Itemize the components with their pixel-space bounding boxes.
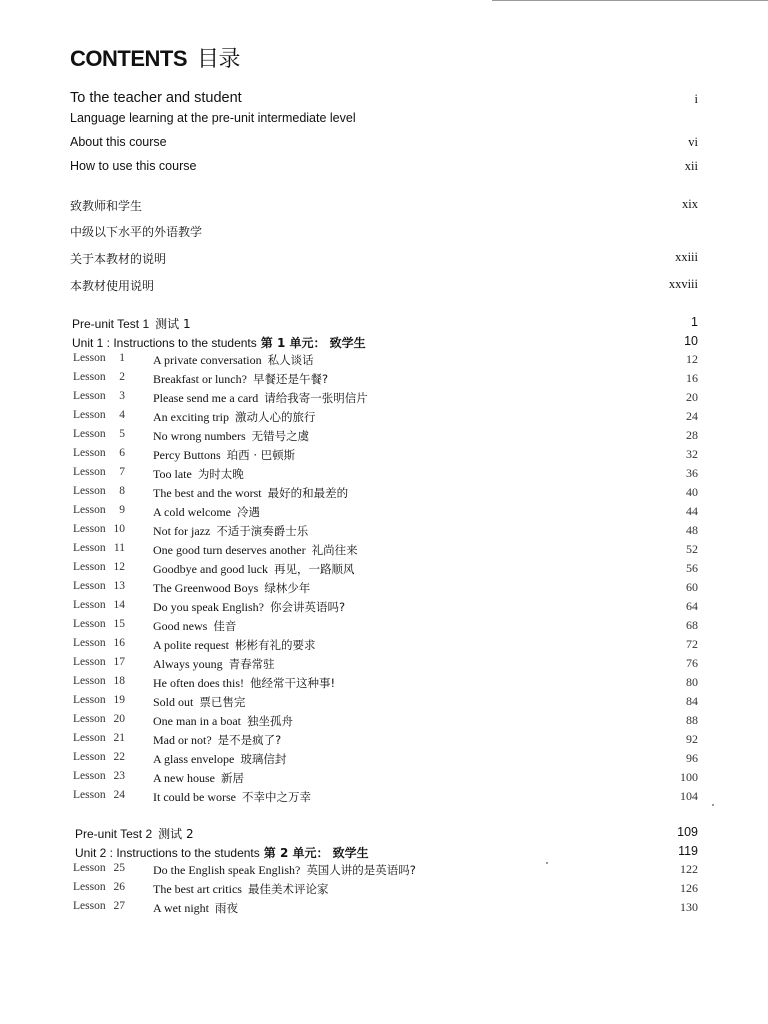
lesson-page: 52 — [686, 542, 698, 556]
lesson-title-en: He often does this! — [153, 676, 244, 690]
lesson-title — [153, 466, 244, 482]
unit-title-en: Unit 1 : Instructions to the students — [72, 336, 257, 350]
lesson-page: 126 — [680, 881, 698, 895]
lesson-page: 92 — [686, 732, 698, 746]
lesson-title — [153, 447, 295, 463]
lesson-title-cn: 是不是疯了? — [217, 733, 282, 747]
lesson-label: Lesson — [73, 675, 106, 687]
lesson-page: 80 — [686, 675, 698, 689]
lesson-title-cn: 彬彬有礼的要求 — [234, 638, 316, 652]
lesson-title — [153, 371, 328, 387]
lesson-title-cn: 票已售完 — [199, 695, 246, 709]
lesson-number: 26 — [113, 881, 125, 893]
lesson-title-en: Too late — [153, 467, 192, 481]
lesson-page: 100 — [680, 770, 698, 784]
lesson-title-en: A glass envelope — [153, 752, 235, 766]
entry-page: 1 — [691, 315, 698, 329]
page-title — [70, 42, 240, 73]
lesson-title-cn: 不幸中之万幸 — [241, 790, 311, 804]
lesson-page: 44 — [686, 504, 698, 518]
lesson-number: 2 — [119, 371, 125, 383]
lesson-page: 104 — [680, 789, 698, 803]
lesson-page: 64 — [686, 599, 698, 613]
entry-page: 109 — [677, 825, 698, 839]
lesson-page: 56 — [686, 561, 698, 575]
lesson-page: 76 — [686, 656, 698, 670]
lesson-page: 130 — [680, 900, 698, 914]
test-title-cn: 测试 1 — [155, 317, 191, 331]
lesson-label: Lesson — [73, 751, 106, 763]
lesson-title-en: No wrong numbers — [153, 429, 246, 443]
page-title-cn: 目录 — [197, 47, 241, 72]
lesson-title-en: Always young — [153, 657, 223, 671]
lesson-title-en: A cold welcome — [153, 505, 231, 519]
entry-title: 中级以下水平的外语教学 — [70, 225, 203, 239]
lesson-title — [153, 352, 314, 368]
lesson-page: 24 — [686, 409, 698, 423]
lesson-title — [153, 770, 244, 786]
entry-title: To the teacher and student — [70, 90, 242, 106]
lesson-page: 48 — [686, 523, 698, 537]
lesson-title-en: The Greenwood Boys — [153, 581, 259, 595]
entry-page: xix — [682, 197, 698, 211]
lesson-title-en: Do you speak English? — [153, 600, 264, 614]
lesson-label: Lesson — [73, 900, 106, 912]
lesson-title-en: Mad or not? — [153, 733, 212, 747]
lesson-number: 12 — [113, 561, 125, 573]
lesson-number: 23 — [113, 770, 125, 782]
lesson-title-cn: 为时太晚 — [197, 467, 244, 481]
lesson-number: 7 — [119, 466, 125, 478]
entry-title: Language learning at the pre-unit intermediate level — [70, 111, 356, 125]
lesson-title-en: A private conversation — [153, 353, 262, 367]
lesson-title-cn: 请给我寄一张明信片 — [264, 391, 368, 405]
lesson-number: 14 — [113, 599, 125, 611]
lesson-label: Lesson — [73, 542, 106, 554]
lesson-title — [153, 523, 308, 539]
lesson-title-cn: 礼尚往来 — [311, 543, 358, 557]
lesson-title — [153, 599, 345, 615]
lesson-label: Lesson — [73, 371, 106, 383]
lesson-page: 84 — [686, 694, 698, 708]
lesson-title-en: Do the English speak English? — [153, 863, 301, 877]
lesson-label: Lesson — [73, 656, 106, 668]
entry-title: How to use this course — [70, 159, 197, 173]
lesson-label: Lesson — [73, 466, 106, 478]
lesson-title — [153, 900, 238, 916]
lesson-title-en: A wet night — [153, 901, 209, 915]
lesson-page: 68 — [686, 618, 698, 632]
unit-title-cn: 第 2 单元： 致学生 — [263, 846, 369, 860]
lesson-label: Lesson — [73, 770, 106, 782]
lesson-title — [153, 485, 348, 501]
lesson-title — [153, 862, 416, 878]
lesson-number: 25 — [113, 862, 125, 874]
lesson-page: 28 — [686, 428, 698, 442]
lesson-title — [153, 656, 275, 672]
lesson-page: 96 — [686, 751, 698, 765]
lesson-number: 19 — [113, 694, 125, 706]
lesson-title-cn: 英国人讲的是英语吗? — [306, 863, 416, 877]
test-title — [75, 825, 194, 842]
lesson-number: 15 — [113, 618, 125, 630]
entry-title: 关于本教材的说明 — [70, 252, 167, 266]
lesson-title — [153, 542, 358, 558]
lesson-page: 36 — [686, 466, 698, 480]
lesson-title-cn: 珀西 · 巴顿斯 — [226, 448, 296, 462]
lesson-title-cn: 无错号之虞 — [251, 429, 310, 443]
lesson-number: 24 — [113, 789, 125, 801]
lesson-page: 40 — [686, 485, 698, 499]
lesson-number: 10 — [113, 523, 125, 535]
lesson-page: 16 — [686, 371, 698, 385]
lesson-title — [153, 675, 335, 691]
entry-page: xii — [684, 159, 698, 173]
lesson-title — [153, 618, 236, 634]
lesson-label: Lesson — [73, 447, 106, 459]
lesson-title-en: The best art critics — [153, 882, 242, 896]
lesson-number: 9 — [119, 504, 125, 516]
lesson-number: 4 — [119, 409, 125, 421]
lesson-label: Lesson — [73, 523, 106, 535]
lesson-label: Lesson — [73, 352, 106, 364]
entry-title: 致教师和学生 — [70, 199, 143, 213]
lesson-title-cn: 最好的和最差的 — [267, 486, 349, 500]
scan-speck — [546, 862, 548, 864]
entry-title: About this course — [70, 135, 167, 149]
lesson-title-cn: 新居 — [221, 771, 244, 785]
lesson-title — [153, 713, 293, 729]
lesson-number: 18 — [113, 675, 125, 687]
lesson-title — [153, 881, 328, 897]
lesson-title-en: A polite request — [153, 638, 229, 652]
unit-title — [75, 844, 369, 861]
lesson-page: 12 — [686, 352, 698, 366]
lesson-title-cn: 再见，一路顺风 — [273, 562, 355, 576]
entry-title: 本教材使用说明 — [70, 279, 155, 293]
scan-speck — [712, 804, 714, 806]
entry-page: xxiii — [675, 250, 698, 264]
lesson-title-cn: 青春常驻 — [228, 657, 275, 671]
page-title-en: CONTENTS — [70, 46, 187, 71]
lesson-title-en: Please send me a card — [153, 391, 259, 405]
lesson-title — [153, 751, 286, 767]
lesson-label: Lesson — [73, 428, 106, 440]
entry-page: vi — [688, 135, 698, 149]
lesson-title-cn: 私人谈话 — [267, 353, 314, 367]
lesson-label: Lesson — [73, 599, 106, 611]
unit-title-cn: 第 1 单元： 致学生 — [260, 336, 366, 350]
lesson-title-cn: 激动人心的旅行 — [234, 410, 316, 424]
lesson-title-en: Sold out — [153, 695, 194, 709]
lesson-page: 72 — [686, 637, 698, 651]
lesson-page: 88 — [686, 713, 698, 727]
lesson-page: 20 — [686, 390, 698, 404]
lesson-label: Lesson — [73, 485, 106, 497]
lesson-label: Lesson — [73, 862, 106, 874]
lesson-title-en: Percy Buttons — [153, 448, 221, 462]
lesson-title-en: Good news — [153, 619, 208, 633]
lesson-label: Lesson — [73, 390, 106, 402]
lesson-label: Lesson — [73, 580, 106, 592]
lesson-number: 20 — [113, 713, 125, 725]
lesson-title-cn: 最佳美术评论家 — [247, 882, 329, 896]
lesson-label: Lesson — [73, 637, 106, 649]
lesson-label: Lesson — [73, 881, 106, 893]
lesson-title-en: It could be worse — [153, 790, 236, 804]
entry-page: xxviii — [668, 277, 698, 291]
lesson-title — [153, 428, 309, 444]
entry-page: 119 — [678, 844, 698, 858]
lesson-number: 27 — [113, 900, 125, 912]
lesson-title-en: Goodbye and good luck — [153, 562, 268, 576]
lesson-label: Lesson — [73, 504, 106, 516]
test-title-en: Pre-unit Test 2 — [75, 827, 153, 841]
lesson-number: 3 — [119, 390, 125, 402]
lesson-title-en: A new house — [153, 771, 215, 785]
lesson-number: 13 — [113, 580, 125, 592]
lesson-title-cn: 冷遇 — [236, 505, 260, 519]
test-title — [72, 315, 191, 332]
lesson-number: 21 — [113, 732, 125, 744]
lesson-title — [153, 580, 310, 596]
lesson-title-en: One good turn deserves another — [153, 543, 306, 557]
lesson-label: Lesson — [73, 789, 106, 801]
lesson-number: 17 — [113, 656, 125, 668]
lesson-title-en: The best and the worst — [153, 486, 262, 500]
lesson-number: 11 — [113, 542, 125, 554]
lesson-title-cn: 不适于演奏爵士乐 — [216, 524, 309, 538]
lesson-title-en: An exciting trip — [153, 410, 229, 424]
lesson-number: 22 — [113, 751, 125, 763]
lesson-title — [153, 694, 245, 710]
lesson-title-cn: 雨夜 — [215, 901, 238, 915]
lesson-title — [153, 789, 311, 805]
lesson-number: 8 — [119, 485, 125, 497]
lesson-title-en: Breakfast or lunch? — [153, 372, 247, 386]
lesson-page: 60 — [686, 580, 698, 594]
lesson-title-en: Not for jazz — [153, 524, 211, 538]
lesson-title — [153, 732, 281, 748]
lesson-title — [153, 637, 315, 653]
lesson-title-cn: 独坐孤舟 — [246, 714, 293, 728]
lesson-title-cn: 他经常干这种事! — [249, 676, 336, 690]
lesson-label: Lesson — [73, 732, 106, 744]
lesson-page: 32 — [686, 447, 698, 461]
entry-page: 10 — [684, 334, 698, 348]
lesson-label: Lesson — [73, 618, 106, 630]
lesson-label: Lesson — [73, 694, 106, 706]
unit-title — [72, 334, 366, 351]
lesson-title-cn: 绿林少年 — [264, 581, 311, 595]
lesson-label: Lesson — [73, 561, 106, 573]
entry-page: i — [694, 92, 698, 106]
scan-edge-line — [492, 0, 768, 1]
lesson-title-cn: 玻璃信封 — [240, 752, 287, 766]
lesson-title-cn: 佳音 — [213, 619, 237, 633]
lesson-title-cn: 早餐还是午餐? — [252, 372, 329, 386]
lesson-page: 122 — [680, 862, 698, 876]
lesson-number: 5 — [119, 428, 125, 440]
lesson-number: 16 — [113, 637, 125, 649]
lesson-label: Lesson — [73, 713, 106, 725]
lesson-number: 1 — [119, 352, 125, 364]
lesson-title — [153, 409, 315, 425]
test-title-en: Pre-unit Test 1 — [72, 317, 150, 331]
lesson-title — [153, 561, 354, 577]
lesson-label: Lesson — [73, 409, 106, 421]
lesson-title-cn: 你会讲英语吗? — [269, 600, 346, 614]
unit-title-en: Unit 2 : Instructions to the students — [75, 846, 260, 860]
test-title-cn: 测试 2 — [158, 827, 194, 841]
lesson-number: 6 — [119, 447, 125, 459]
lesson-title-en: One man in a boat — [153, 714, 241, 728]
lesson-title — [153, 504, 260, 520]
lesson-title — [153, 390, 368, 406]
